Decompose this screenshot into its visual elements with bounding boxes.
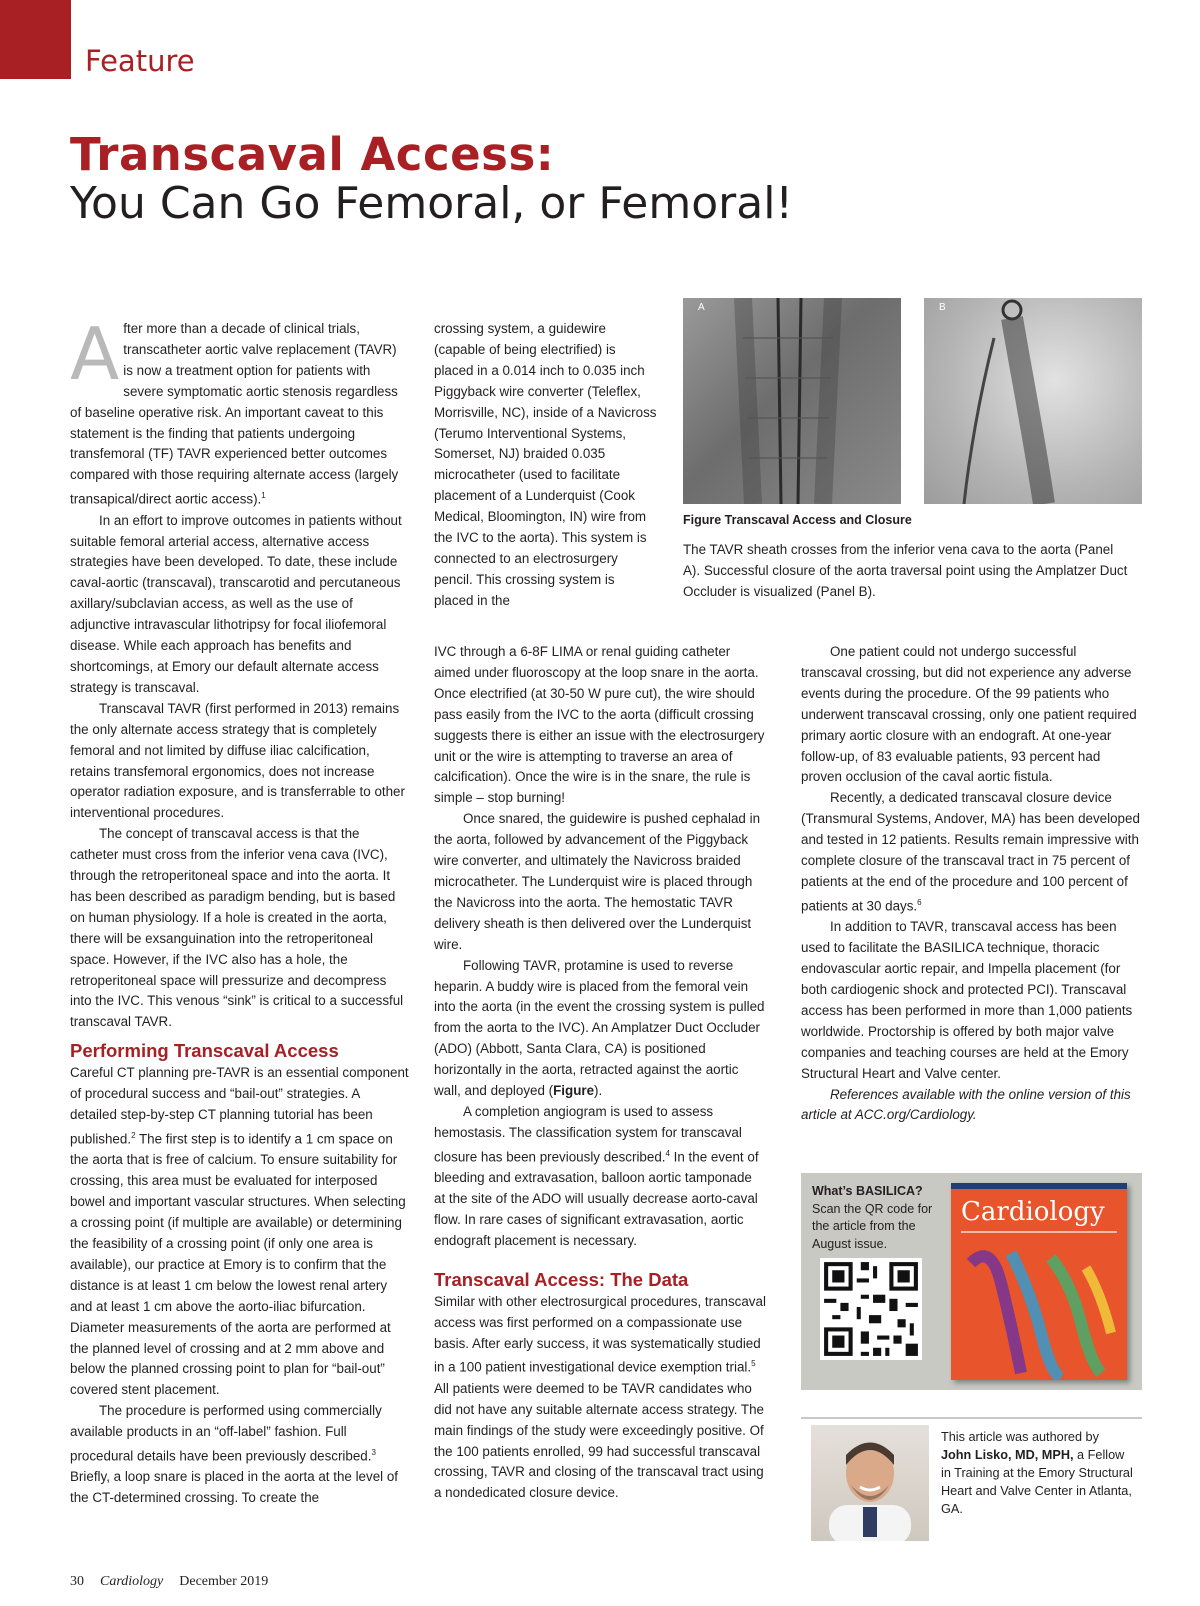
- figure-panel-a-angiogram: [683, 298, 901, 504]
- article-title: Transcaval Access:: [70, 128, 555, 181]
- reference-marker: 6: [917, 897, 922, 907]
- paragraph-text: The first step is to identify a 1 cm space on the aorta that is free of calcium. To ensure suitability for crossing, this area must be evaluated for interposed bowel and important vascular structures. When selecting a crossing point (if multiple are available) or determining the feasibility of a crossing point (if only one area is available), our practice at Emory is to confirm that the distance is at least 1 cm below the lowest renal artery and at least 1 cm above the aorto-iliac bifurcation. Diameter measurements of the aorta are performed at the planned level of crossing and at 2 mm above and below the planned crossing point to plan for “bail-out” covered stent placement.: [70, 1131, 406, 1398]
- paragraph: In addition to TAVR, transcaval access has been used to facilitate the BASILICA technique, thoracic endovascular aortic repair, and Impella placement (for both cardiogenic shock and protected PCI). Transcaval access has been performed in more than 1,000 patients worldwide. Proctorship is offered by both major valve companies and teaching courses are held at the Emory Structural Heart and Valve center.: [801, 919, 1133, 1081]
- angiogram-illustration: [683, 298, 901, 504]
- panel-label: B: [939, 302, 946, 313]
- author-photo: [811, 1425, 929, 1541]
- paragraph: [434, 1292, 766, 1505]
- paragraph: [434, 956, 766, 1102]
- author-name: John Lisko, MD, MPH,: [941, 1448, 1074, 1462]
- paragraph: Transcaval TAVR (first performed in 2013) remains the only alternate access strategy that is completely femoral and not limited by diffuse iliac calcification, retains transfemoral ergonomics, does not increase operator radiation exposure, and is transferrable to other interventional procedures.: [70, 700, 405, 821]
- paragraph-text: The procedure is performed using commercially available products in an “off-label” fashion. Full procedural details have been previously described.: [70, 1403, 382, 1464]
- paragraph: Once snared, the guidewire is pushed cephalad in the aorta, followed by advancement of the Piggyback wire converter, and ultimately the Navicross braided microcatheter. The Lunderquist wire is placed through the Navicross into the aorta. The hemostatic TAVR delivery sheath is then delivered over the Lunderquist wire.: [434, 811, 761, 952]
- paragraph: [434, 1102, 766, 1252]
- figure-caption-title: Figure Transcaval Access and Closure: [683, 513, 912, 527]
- reference-marker: 4: [665, 1148, 670, 1158]
- drop-cap: A: [70, 312, 120, 396]
- paragraph-text: Recently, a dedicated transcaval closure device (Transmural Systems, Andover, MA) has been developed and tested in 12 patients. Results remain impressive with complete closure of the transcaval tract in 75 percent of patients at the end of the procedure and 100 percent of patients at 30 days.: [801, 790, 1140, 914]
- section-color-tab: [0, 0, 71, 79]
- paragraph: In an effort to improve outcomes in patients without suitable femoral arterial access, alternative access strategies have been developed. To date, these include caval-aortic (transcaval), transcarotid and percutaneous axillary/subclavian access, as well as the use of adjunctive intravascular lithotripsy for focal iliofemoral disease. While each approach has benefits and shortcomings, at Emory our default alternate access strategy is transcaval.: [70, 512, 402, 695]
- paragraph: One patient could not undergo successful transcaval crossing, but did not experience any adverse events during the procedure. Of the 99 patients who underwent transcaval crossing, only one patient required primary aortic closure with an endograft. At one-year follow-up, of 83 evaluable patients, 93 percent had proven occlusion of the caval aortic fistula.: [801, 644, 1137, 785]
- paragraph-text: Following TAVR, protamine is used to reverse heparin. A buddy wire is placed from the femoral vein into the aorta (in the event the crossing system is pulled from the aorta to the IVC). An Amplatzer Duct Occluder (ADO) (Abbott, Santa Clara, CA) is positioned horizontally in the aorta, retracted against the aortic wall, and deployed (: [434, 957, 765, 1099]
- page-number: 30: [70, 1574, 84, 1589]
- paragraph: [70, 1401, 410, 1509]
- section-heading: Transcaval Access: The Data: [434, 1268, 689, 1290]
- paragraph: [70, 1063, 410, 1401]
- panel-label: A: [698, 302, 705, 313]
- qr-code-icon[interactable]: [820, 1258, 922, 1360]
- paragraph-text: All patients were deemed to be TAVR candidates who did not have any suitable alternate access strategy. The main findings of the study were exceedingly positive. Of the 100 patients enrolled, 99 had successful transcaval crossing, TAVR and closing of the transcaval tract using a nondedicated closure device.: [434, 1380, 765, 1501]
- paragraph: IVC through a 6-8F LIMA or renal guiding catheter aimed under fluoroscopy at the loop snare in the aorta. Once electrified (at 30-50 W pure cut), the wire should pass easily from the IVC to the aorta (difficult crossing suggests there is either an issue with the electrosurgery unit or the wire is attempting to traverse an area of calcification). Once the wire is in the snare, the rule is simple – stop burning!: [434, 644, 765, 806]
- figure-panel-b-angiogram: [924, 298, 1142, 504]
- footer-magazine-name: Cardiology: [100, 1574, 164, 1589]
- article-column-2-top: [434, 319, 657, 612]
- sidebar-title: What’s BASILICA?: [812, 1184, 923, 1198]
- paragraph: [801, 788, 1141, 917]
- article-subtitle: You Can Go Femoral, or Femoral!: [70, 178, 794, 229]
- page-footer: [70, 1574, 284, 1590]
- article-column-1: [70, 312, 410, 1509]
- sidebar-description: Scan the QR code for the article from the August issue.: [812, 1201, 933, 1251]
- article-column-3: [801, 642, 1141, 1126]
- author-portrait-illustration: [811, 1425, 929, 1541]
- reference-marker: 2: [131, 1131, 136, 1140]
- article-column-2: [434, 642, 766, 1504]
- author-intro: This article was authored by: [941, 1430, 1099, 1444]
- paragraph-text: fter more than a decade of clinical trials, transcatheter aortic valve replacement (TAVR) is now a treatment option for patients with severe symptomatic aortic stenosis regardless of baseline operative risk. An important caveat to this statement is the finding that patients undergoing transfemoral (TF) TAVR experienced better outcomes compared with those requiring alternate access (largely transapical/direct aortic access).: [70, 321, 399, 507]
- paragraph-text: Briefly, a loop snare is placed in the aorta at the level of the CT-determined crossing. To create the: [70, 1469, 399, 1506]
- sidebar-text: [812, 1183, 942, 1253]
- paragraph-text: Careful CT planning pre-TAVR is an essential component of procedural success and “bail-out” strategies. A detailed step-by-step CT planning tutorial has been published.: [70, 1065, 409, 1147]
- reference-marker: 1: [261, 491, 266, 501]
- figure-reference: Figure: [553, 1083, 595, 1099]
- basilica-sidebar: [801, 1173, 1142, 1390]
- reference-marker: 5: [751, 1359, 756, 1369]
- magazine-cover: [951, 1183, 1127, 1380]
- author-box: [801, 1417, 1142, 1544]
- references-note: References available with the online version of this article at ACC.org/Cardiology.: [801, 1086, 1131, 1123]
- author-bio: [941, 1428, 1136, 1518]
- section-heading: Performing Transcaval Access: [70, 1040, 339, 1062]
- author-affiliation: a Fellow in Training at the Emory Structural Heart and Valve Center in Atlanta, GA.: [941, 1448, 1133, 1516]
- magazine-cover-title: Cardiology: [961, 1197, 1105, 1227]
- reference-marker: 3: [371, 1448, 376, 1458]
- magazine-cover-art: [951, 1183, 1127, 1380]
- paragraph: [70, 312, 410, 511]
- figure-caption: The TAVR sheath crosses from the inferior vena cava to the aorta (Panel A). Successful closure of the aorta traversal point using the Amplatzer Duct Occluder is visualized (Panel B).: [683, 542, 1128, 599]
- footer-issue-date: December 2019: [179, 1574, 269, 1589]
- section-label: Feature: [85, 44, 195, 78]
- paragraph-text: In the event of bleeding and extravasation, balloon aortic tamponade at the site of the ADO will usually decrease aorto-caval flow. In rare cases of significant extravasation, aortic endograft placement is necessary.: [434, 1149, 759, 1248]
- paragraph-text: A completion angiogram is used to assess hemostasis. The classification system for transcaval closure has been previously described.: [434, 1103, 742, 1165]
- paragraph: crossing system, a guidewire (capable of being electrified) is placed in a 0.014 inch to 0.035 inch Piggyback wire converter (Teleflex, Morrisville, NC), inside of a Navicross (Terumo Interventional Systems, Somerset, NJ) braided 0.035 microcatheter (used to facilitate placement of a Lunderquist (Cook Medical, Bloomington, IN) wire from the IVC to the aorta). This system is connected to an electrosurgery pencil. This crossing system is placed in the: [434, 321, 657, 608]
- paragraph-text: ).: [594, 1083, 603, 1099]
- angiogram-illustration: [924, 298, 1142, 504]
- paragraph-text: Similar with other electrosurgical procedures, transcaval access was first performed on a compassionate use basis. After early success, it was systematically studied in a 100 patient investigational device exemption trial.: [434, 1293, 766, 1375]
- paragraph: The concept of transcaval access is that the catheter must cross from the inferior vena cava (IVC), through the retroperitoneal space and into the aorta. It has been described as paradigm bending, but is based on human physiology. If a hole is created in the aorta, there will be exsanguination into the retroperitoneal space. However, if the IVC also has a hole, the retroperitoneal space will pressurize and decompress into the IVC. This venous “sink” is critical to a successful transcaval TAVR.: [70, 826, 404, 1030]
